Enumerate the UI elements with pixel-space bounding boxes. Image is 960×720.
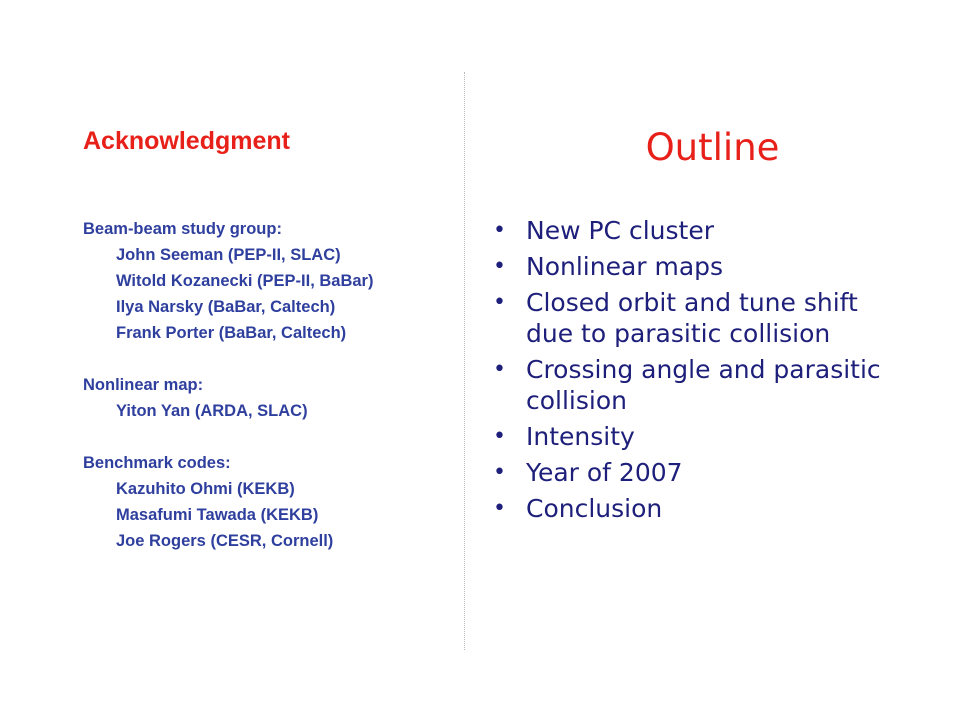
outline-item [493,251,893,282]
ack-group-beam-beam [83,216,458,346]
ack-group-heading: Beam-beam study group: [83,220,282,238]
ack-member: Frank Porter (BaBar, Caltech) [116,324,347,342]
outline-item [493,493,893,524]
outline-item [493,354,893,416]
ack-member: Witold Kozanecki (PEP-II, BaBar) [116,272,374,290]
ack-group-nonlinear-map [83,372,458,424]
outline-item [493,457,893,488]
outline-item-text: Intensity [526,422,635,451]
outline-item-text: New PC cluster [526,216,714,245]
bullet-icon: • [493,290,506,315]
outline-item-text: Nonlinear maps [526,252,724,281]
ack-member: John Seeman (PEP-II, SLAC) [116,246,341,264]
acknowledgment-body [83,216,458,580]
outline-list [493,215,893,529]
ack-member: Yiton Yan (ARDA, SLAC) [116,402,308,420]
bullet-icon: • [493,357,506,382]
outline-title: Outline [645,126,780,169]
outline-item-text: Crossing angle and parasitic collision [526,355,881,415]
bullet-icon: • [493,218,506,243]
bullet-icon: • [493,254,506,279]
outline-item-text: Conclusion [526,494,663,523]
bullet-icon: • [493,496,506,521]
outline-item [493,421,893,452]
ack-group-heading: Nonlinear map: [83,376,204,394]
ack-group-benchmark-codes [83,450,458,554]
ack-member: Masafumi Tawada (KEKB) [116,506,319,524]
ack-member: Joe Rogers (CESR, Cornell) [116,532,334,550]
ack-group-heading: Benchmark codes: [83,454,231,472]
outline-item [493,215,893,246]
acknowledgment-title: Acknowledgment [83,127,290,155]
ack-member: Ilya Narsky (BaBar, Caltech) [116,298,336,316]
bullet-icon: • [493,460,506,485]
outline-item-text: Closed orbit and tune shift due to parasitic collision [526,288,858,348]
outline-item [493,287,893,349]
outline-item-text: Year of 2007 [526,458,683,487]
bullet-icon: • [493,424,506,449]
ack-member: Kazuhito Ohmi (KEKB) [116,480,295,498]
